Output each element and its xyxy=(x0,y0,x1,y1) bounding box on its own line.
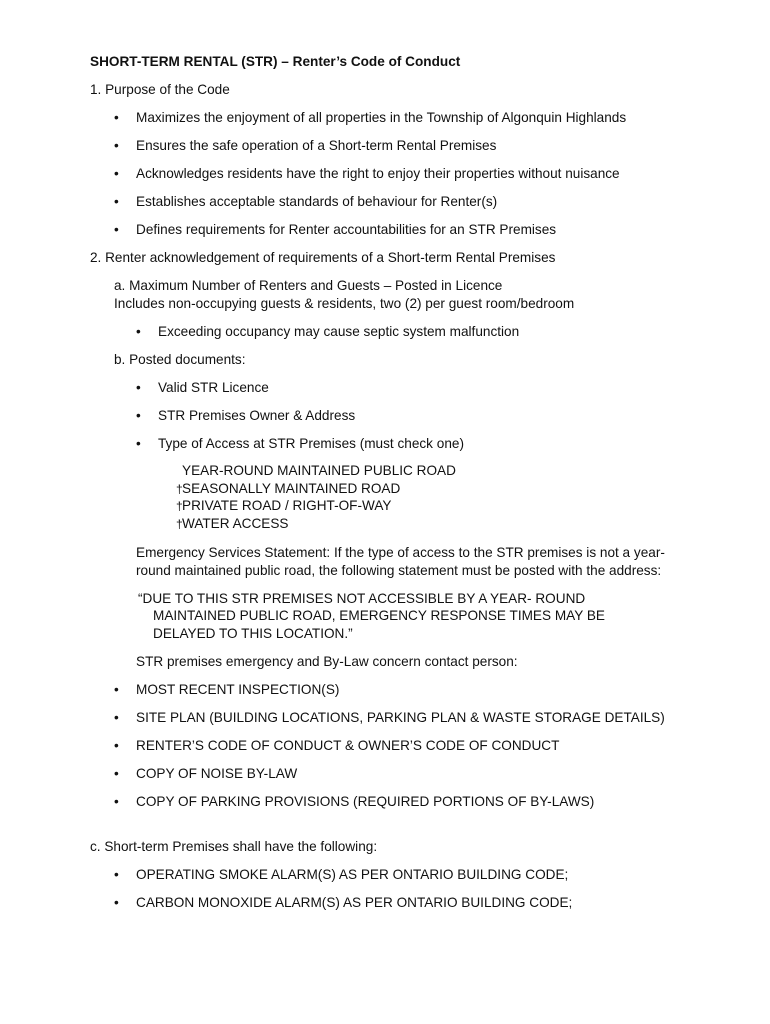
quote-line-1: “DUE TO THIS STR PREMISES NOT ACCESSIBLE BY A YEAR- ROUND xyxy=(138,591,586,606)
subsection-a-heading: a. Maximum Number of Renters and Guests – Posted in Licence xyxy=(114,278,503,293)
bullet-icon: • xyxy=(114,166,119,181)
section-1-heading: 1. Purpose of the Code xyxy=(90,82,230,97)
subsection-a-text: Includes non-occupying guests & residents, two (2) per guest room/bedroom xyxy=(114,296,575,311)
bullet-icon: • xyxy=(114,194,119,209)
access-option-year-round[interactable]: YEAR-ROUND MAINTAINED PUBLIC ROAD xyxy=(182,463,456,478)
bullet-icon: • xyxy=(136,324,141,339)
document-page: SHORT-TERM RENTAL (STR) – Renter’s Code of Conduct 1. Purpose of the Code • Maximizes the enjoyment of all properties in the Township of Algonquin Highlands • Ensures the safe operation of a Short-term Rental Premises • Acknowledges residents have the right to enjoy their properties without nuisance • Establishes acceptable standards of behaviour for Renter(s) • Defines requirements for Renter accountabilities for an STR Premises 2. Renter acknowledgement of requirements of a Short-term Rental Premises a. Maximum Number of Renters and Guests – Posted in Licence Includes non-occupying guests & residents, two (2) per guest room/bedroom • Exceeding occupancy may cause septic system malfunction b. Posted documents: • Valid STR Licence • STR Premises Owner & Address • Type of Access at STR Premises (must check one) YEAR-ROUND MAINTAINED PUBLIC ROAD †SEASONALLY MAINTAINED ROAD †PRIVATE ROAD / RIGHT-OF-WAY †WATER ACCESS Emergency Services Statement: If the type of access to the STR premises is not a year- round maintained public road, the following statement must be posted with the address: “DUE TO THIS STR PREMISES NOT ACCESSIBLE BY A YEAR- ROUND MAINTAINED PUBLIC ROAD, EMERGENCY RESPONSE TIMES MAY BE DELAYED TO THIS LOCATION.” STR premises emergency and By-Law concern contact person: • MOST RECENT INSPECTION(S) • SITE PLAN (BUILDING LOCATIONS, PARKING PLAN & WASTE STORAGE DETAILS) • RENTER’S CODE OF CONDUCT & OWNER’S CODE OF CONDUCT • COPY OF NOISE BY-LAW • COPY OF PARKING PROVISIONS (REQUIRED PORTIONS OF BY-LAWS) c. Short-term Premises shall have the following: • OPERATING SMOKE ALARM(S) AS PER ONTARIO BUILDING CODE; • CARBON MONOXIDE ALARM(S) AS PER ONTARIO BUILDING CODE; xyxy=(90,54,665,910)
bullet-icon: • xyxy=(136,408,141,423)
bullet-icon: • xyxy=(114,710,119,725)
bullet-icon: • xyxy=(114,110,119,125)
contact-person-line: STR premises emergency and By-Law concern contact person: xyxy=(136,654,518,669)
emergency-statement-line-2: round maintained public road, the following statement must be posted with the address: xyxy=(136,563,662,578)
checkbox-icon: † xyxy=(176,482,183,496)
bullet-icon: • xyxy=(136,436,141,451)
bullet-icon: • xyxy=(114,682,119,697)
bullet-icon: • xyxy=(114,794,119,809)
bullet-icon: • xyxy=(114,738,119,753)
access-option-seasonal[interactable]: †SEASONALLY MAINTAINED ROAD xyxy=(176,480,400,499)
subsection-c-heading: c. Short-term Premises shall have the following: xyxy=(90,839,378,854)
bullet-icon: • xyxy=(114,138,119,153)
bullet-icon: • xyxy=(114,222,119,237)
bullet-icon: • xyxy=(114,895,119,910)
access-option-water[interactable]: †WATER ACCESS xyxy=(176,515,289,534)
checkbox-icon: † xyxy=(176,517,183,531)
bullet-icon: • xyxy=(114,867,119,882)
quote-line-3: DELAYED TO THIS LOCATION.” xyxy=(153,626,353,641)
subsection-b-heading: b. Posted documents: xyxy=(114,352,246,367)
checkbox-icon: † xyxy=(176,499,183,513)
access-option-private-road[interactable]: †PRIVATE ROAD / RIGHT-OF-WAY xyxy=(176,497,391,516)
bullet-icon: • xyxy=(136,380,141,395)
document-title: SHORT-TERM RENTAL (STR) – Renter’s Code of Conduct xyxy=(90,54,461,69)
section-2-heading: 2. Renter acknowledgement of requirements of a Short-term Rental Premises xyxy=(90,250,556,265)
emergency-statement-line-1: Emergency Services Statement: If the type of access to the STR premises is not a year- xyxy=(136,545,665,560)
bullet-icon: • xyxy=(114,766,119,781)
quote-line-2: MAINTAINED PUBLIC ROAD, EMERGENCY RESPONSE TIMES MAY BE xyxy=(153,608,605,623)
